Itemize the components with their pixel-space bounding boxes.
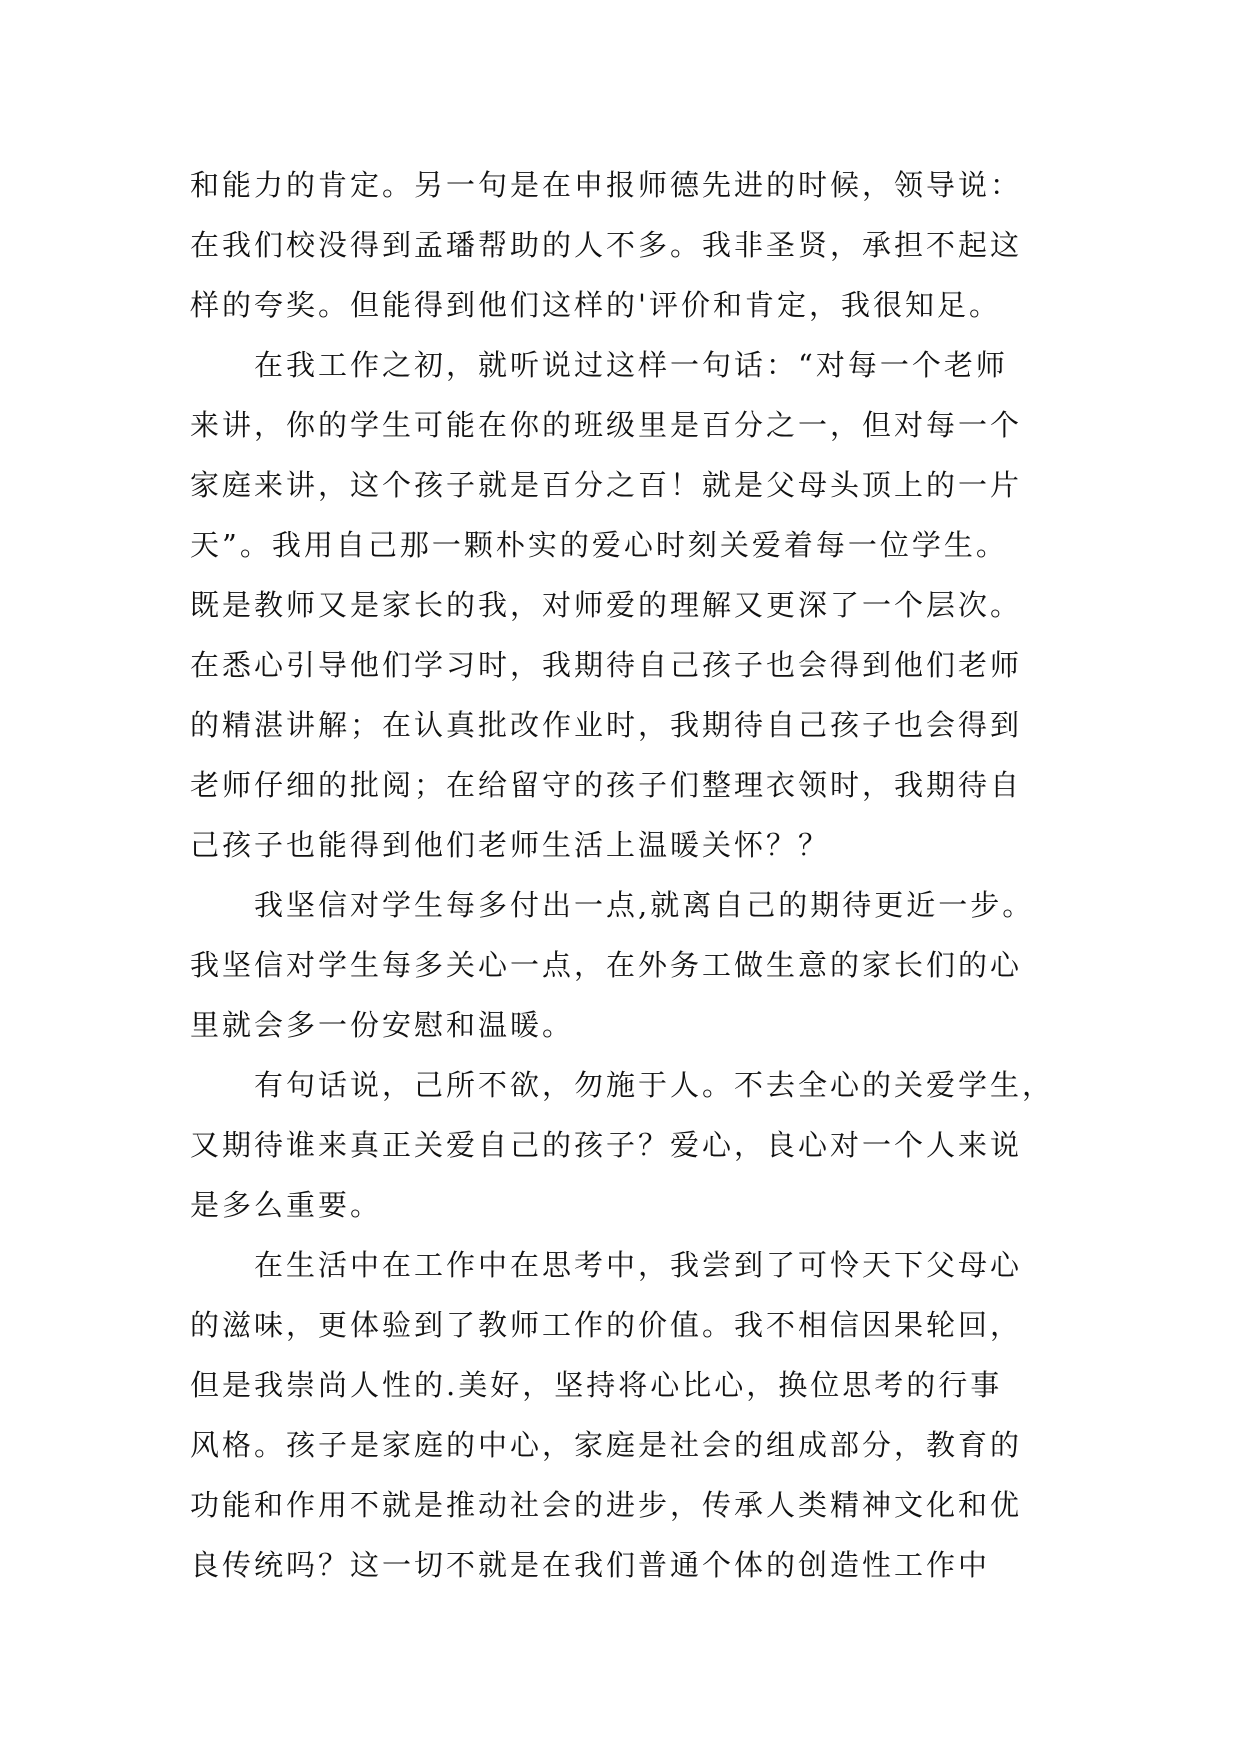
text-line: 功能和作用不就是推动社会的进步，传承人类精神文化和优: [190, 1488, 1023, 1522]
text-line: 在悉心引导他们学习时，我期待自己孩子也会得到他们老师: [190, 648, 1023, 682]
body-text: [190, 155, 1060, 1595]
text-line: 己孩子也能得到他们老师生活上温暖关怀？？: [190, 828, 831, 862]
text-line: 既是教师又是家长的我，对师爱的理解又更深了一个层次。: [190, 588, 1023, 622]
text-line: 里就会多一份安慰和温暖。: [190, 1008, 575, 1042]
text-line: 是多么重要。: [190, 1188, 383, 1222]
text-line: 家庭来讲，这个孩子就是百分之百！就是父母头顶上的一片: [190, 468, 1023, 502]
text-line: 但是我崇尚人性的.美好，坚持将心比心，换位思考的行事: [190, 1368, 1003, 1402]
text-line: 在我们校没得到孟璠帮助的人不多。我非圣贤，承担不起这: [190, 228, 1023, 262]
text-line: 在我工作之初，就听说过这样一句话：“对每一个老师: [254, 348, 1008, 382]
text-line: 我坚信对学生每多付出一点,就离自己的期待更近一步。: [254, 888, 1035, 922]
text-line: 风格。孩子是家庭的中心，家庭是社会的组成部分，教育的: [190, 1428, 1023, 1462]
text-line: 良传统吗？这一切不就是在我们普通个体的创造性工作中: [190, 1548, 991, 1582]
text-line: 有句话说，己所不欲，勿施于人。不去全心的关爱学生，: [254, 1068, 1055, 1102]
text-line: 来讲，你的学生可能在你的班级里是百分之一，但对每一个: [190, 408, 1023, 442]
text-line: 和能力的肯定。另一句是在申报师德先进的时候，领导说：: [190, 168, 1023, 202]
text-line: 天”。我用自己那一颗朴实的爱心时刻关爱着每一位学生。: [190, 528, 1008, 562]
text-line: 我坚信对学生每多关心一点，在外务工做生意的家长们的心: [190, 948, 1023, 982]
text-line: 的滋味，更体验到了教师工作的价值。我不相信因果轮回，: [190, 1308, 1023, 1342]
text-line: 老师仔细的批阅；在给留守的孩子们整理衣领时，我期待自: [190, 768, 1023, 802]
text-line: 在生活中在工作中在思考中，我尝到了可怜天下父母心: [254, 1248, 1023, 1282]
text-line: 样的夸奖。但能得到他们这样的'评价和肯定，我很知足。: [190, 288, 1001, 322]
text-line: 的精湛讲解；在认真批改作业时，我期待自己孩子也会得到: [190, 708, 1023, 742]
text-line: 又期待谁来真正关爱自己的孩子？爱心，良心对一个人来说: [190, 1128, 1023, 1162]
